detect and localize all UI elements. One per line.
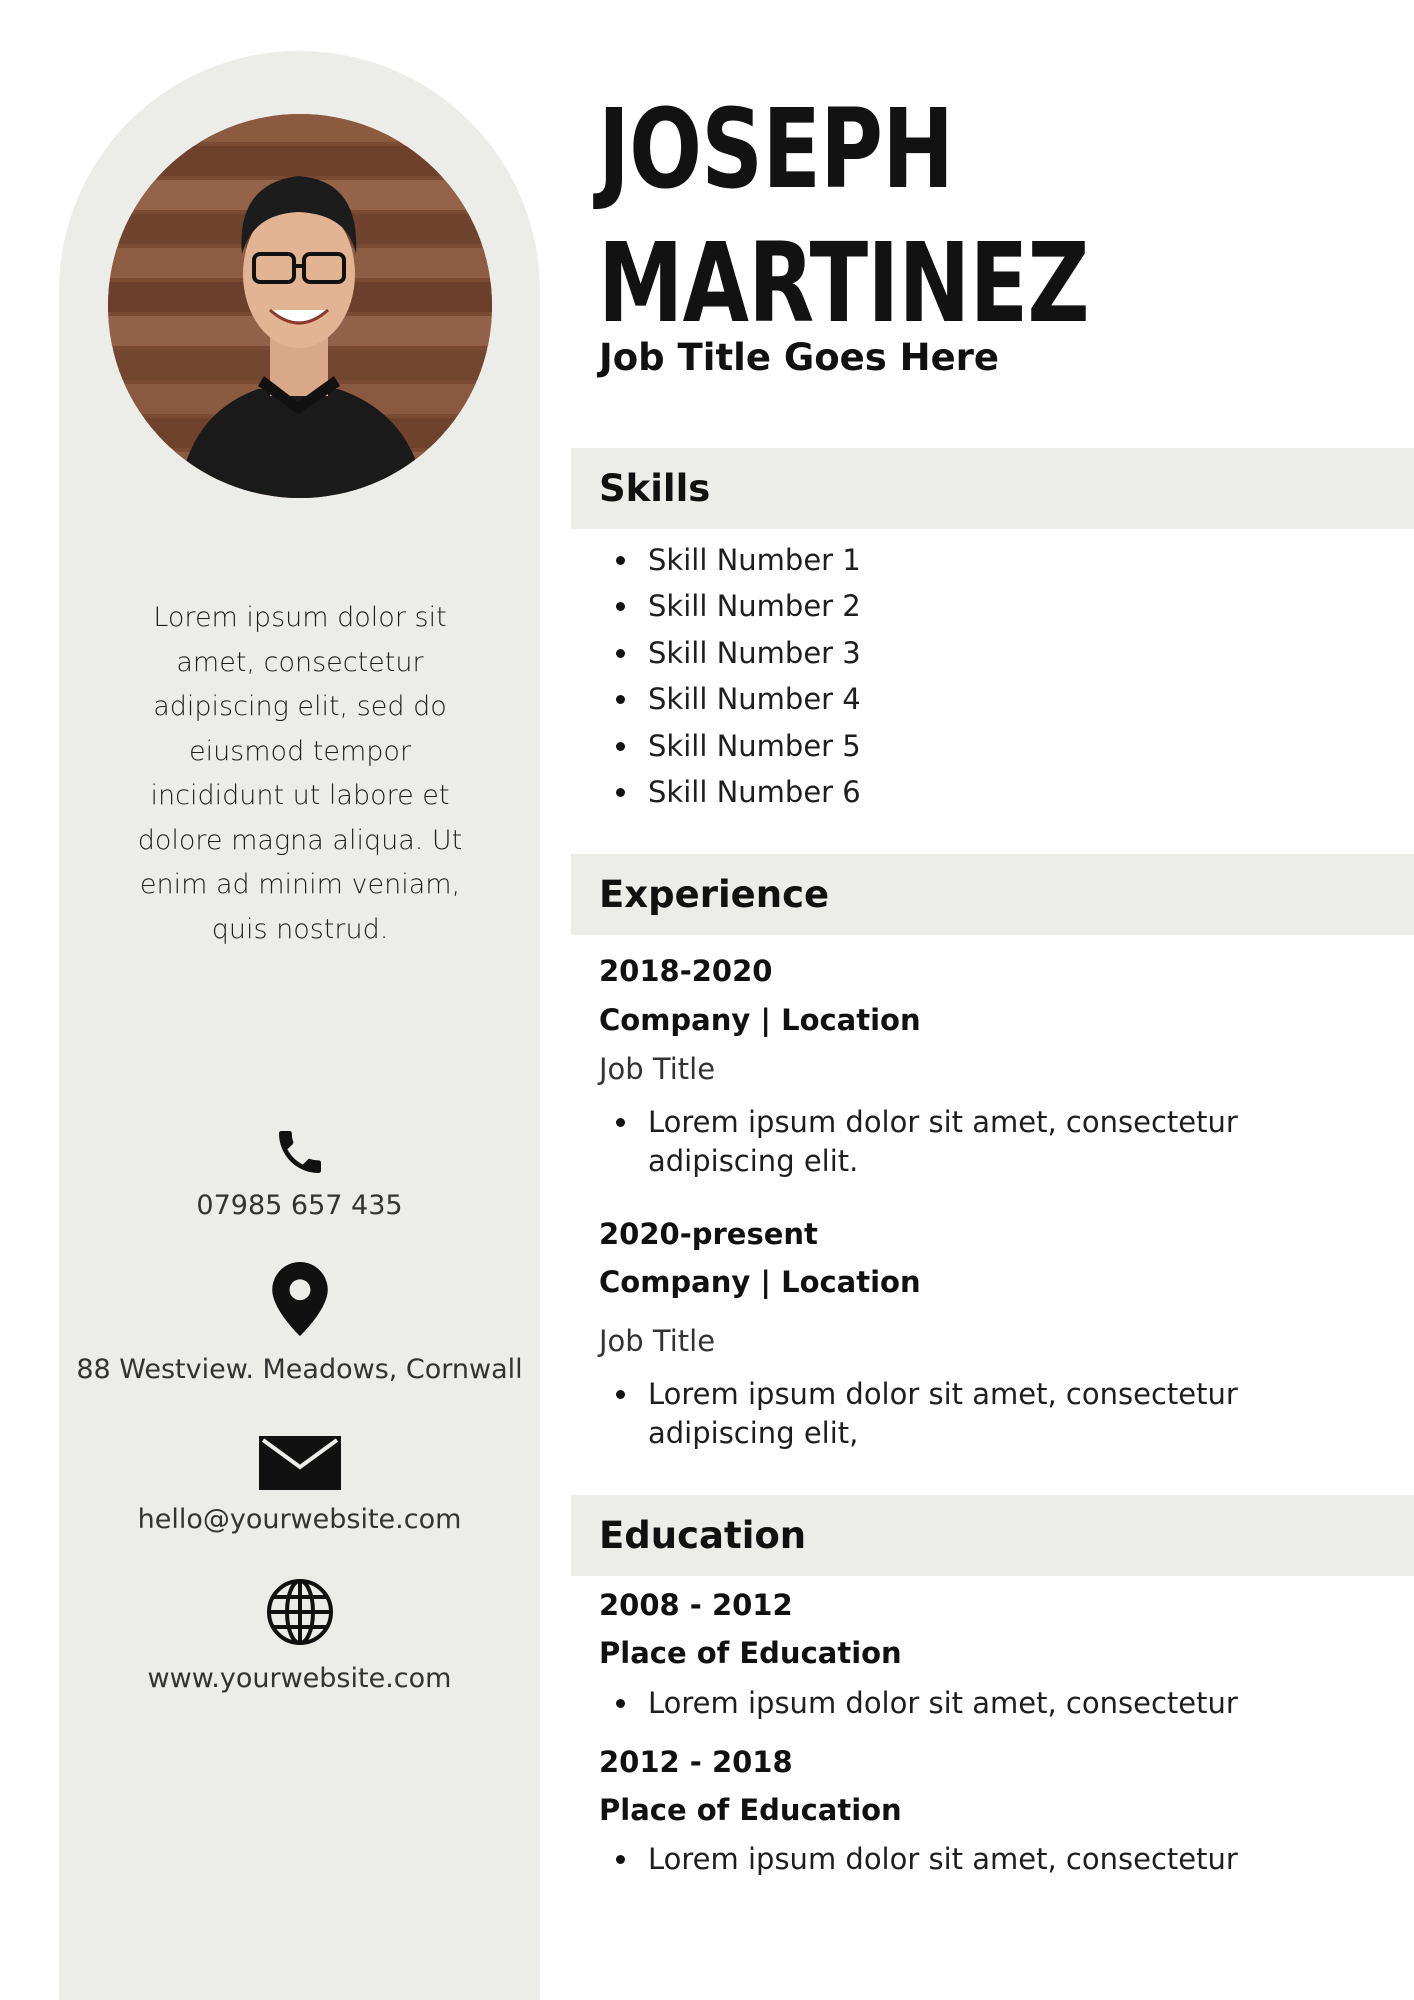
skills-list — [598, 537, 861, 815]
profile-photo — [108, 114, 492, 498]
experience-job-title: Job Title — [599, 1324, 716, 1358]
experience-description — [598, 1375, 1238, 1453]
experience-description — [598, 1103, 1238, 1181]
skill-item: Skill Number 5 — [598, 723, 861, 769]
website-link[interactable]: www.yourwebsite.com — [147, 1663, 452, 1694]
globe-icon — [265, 1577, 335, 1647]
education-description — [598, 1840, 1238, 1879]
address-text: 88 Westview. Meadows, Cornwall — [76, 1354, 523, 1385]
skill-item: Skill Number 3 — [598, 630, 861, 676]
experience-job-title: Job Title — [599, 1052, 716, 1086]
person-name: JOSEPH MARTINEZ — [598, 85, 1089, 347]
experience-dates: 2018-2020 — [599, 954, 773, 988]
education-dates: 2008 - 2012 — [599, 1588, 793, 1622]
education-place: Place of Education — [599, 1793, 902, 1827]
mail-icon — [259, 1436, 341, 1490]
education-place: Place of Education — [599, 1636, 902, 1670]
education-heading: Education — [571, 1495, 1414, 1576]
location-pin-icon — [272, 1262, 328, 1336]
experience-company: Company | Location — [599, 1265, 921, 1299]
skill-item: Skill Number 4 — [598, 676, 861, 722]
skill-item: Skill Number 6 — [598, 769, 861, 815]
list-item: Lorem ipsum dolor sit amet, consectetur — [598, 1684, 1238, 1723]
skill-item: Skill Number 1 — [598, 537, 861, 583]
skills-heading: Skills — [571, 448, 1414, 529]
phone-number: 07985 657 435 — [196, 1190, 403, 1221]
experience-heading: Experience — [571, 854, 1414, 935]
list-item: Lorem ipsum dolor sit amet, consectetur adipiscing elit. — [598, 1103, 1238, 1181]
experience-company: Company | Location — [599, 1003, 921, 1037]
bio-text: Lorem ipsum dolor sit amet, consectetur adipiscing elit, sed do eiusmod tempor incididunt ut labore et dolore magna aliqua. Ut enim ad minim veniam, quis nostrud. — [137, 602, 463, 945]
contact-website — [59, 1577, 540, 1694]
contact-phone — [59, 1124, 540, 1221]
phone-icon — [272, 1124, 328, 1180]
contact-address — [59, 1262, 540, 1385]
contact-email — [59, 1436, 540, 1535]
list-item: Lorem ipsum dolor sit amet, consectetur adipiscing elit, — [598, 1375, 1238, 1453]
job-title: Job Title Goes Here — [599, 336, 1000, 379]
education-description — [598, 1684, 1238, 1723]
email-link[interactable]: hello@yourwebsite.com — [137, 1504, 462, 1535]
skill-item: Skill Number 2 — [598, 583, 861, 629]
list-item: Lorem ipsum dolor sit amet, consectetur — [598, 1840, 1238, 1879]
experience-dates: 2020-present — [599, 1217, 818, 1251]
education-dates: 2012 - 2018 — [599, 1745, 793, 1779]
